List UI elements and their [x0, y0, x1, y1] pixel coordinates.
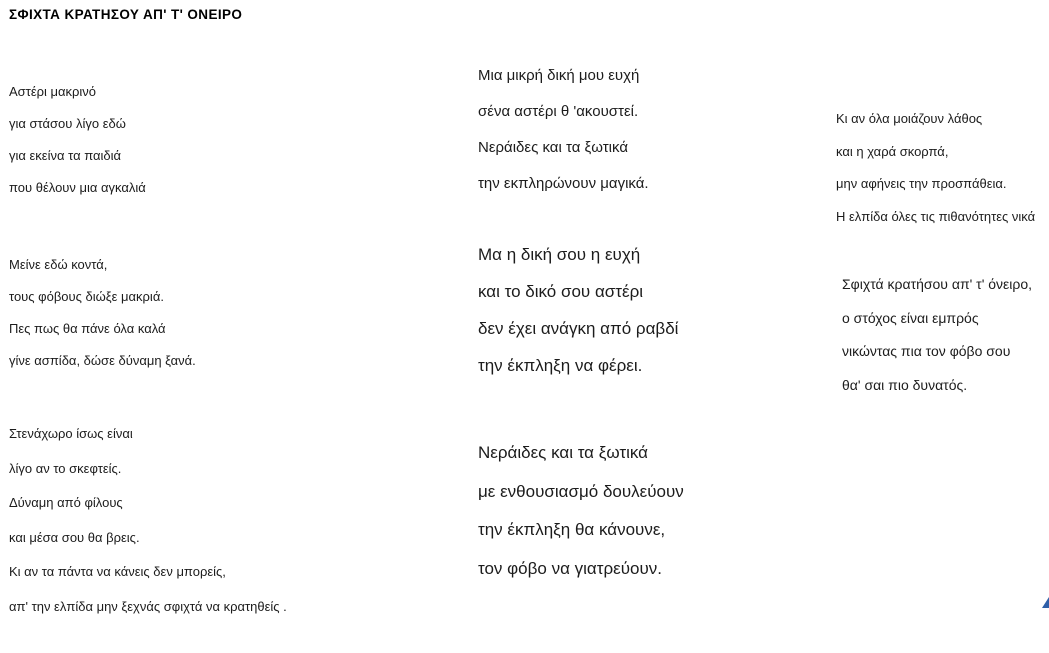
poem-line: δεν έχει ανάγκη από ραβδί	[478, 319, 679, 338]
stanza-col1-2	[9, 249, 196, 377]
poem-line: Η ελπίδα όλες τις πιθανότητες νικά	[836, 208, 1036, 224]
poem-line: για εκείνα τα παιδιά	[9, 148, 122, 163]
poem-line: Πες πως θα πάνε όλα καλά	[9, 321, 166, 336]
poem-line: την εκπληρώνουν μαγικά.	[478, 175, 649, 192]
poem-line: για στάσου λίγο εδώ	[9, 116, 126, 131]
poem-line: θα' σαι πιο δυνατός.	[842, 376, 968, 393]
poem-line: με ενθουσιασμό δουλεύουν	[478, 481, 684, 501]
poem-line: Μείνε εδώ κοντά,	[9, 257, 108, 272]
poem-line: και η χαρά σκορπά,	[836, 143, 949, 159]
poem-line: απ' την ελπίδα μην ξεχνάς σφιχτά να κρατηθείς .	[9, 598, 287, 614]
poem-line: Μια μικρή δική μου ευχή	[478, 67, 640, 84]
stanza-col3-1	[836, 103, 1035, 233]
stanza-col1-3	[9, 417, 287, 624]
poem-line: και το δικό σου αστέρι	[478, 282, 644, 301]
poem-line: Νεράιδες και τα ξωτικά	[478, 443, 648, 462]
poem-line: Κι αν όλα μοιάζουν λάθος	[836, 111, 983, 126]
poem-line: λίγο αν το σκεφτείς.	[9, 460, 122, 476]
poem-line: Νεράιδες και τα ξωτικά	[478, 139, 628, 156]
poem-line: σένα αστέρι θ 'ακουστεί.	[478, 103, 639, 120]
stanza-col1-1	[9, 76, 146, 204]
poem-line: γίνε ασπίδα, δώσε δύναμη ξανά.	[9, 353, 196, 368]
poem-line: που θέλουν μια αγκαλιά	[9, 180, 146, 195]
poem-line: την έκπληξη να φέρει.	[478, 356, 643, 375]
stanza-col2-3	[478, 434, 684, 588]
poem-line: Αστέρι μακρινό	[9, 84, 97, 99]
poem-line: τους φόβους διώξε μακριά.	[9, 289, 164, 304]
poem-line: Μα η δική σου η ευχή	[478, 245, 641, 264]
poem-line: Δύναμη από φίλους	[9, 495, 123, 510]
poem-line: τον φόβο να γιατρεύουν.	[478, 558, 662, 578]
poem-line: και μέσα σου θα βρεις.	[9, 529, 140, 545]
poem-line: ο στόχος είναι εμπρός	[842, 309, 979, 326]
stanza-col2-2	[478, 236, 678, 384]
poem-line: νικώντας πια τον φόβο σου	[842, 343, 1011, 359]
poem-line: μην αφήνεις την προσπάθεια.	[836, 176, 1007, 191]
poem-line: την έκπληξη θα κάνουνε,	[478, 520, 666, 539]
poem-title: ΣΦΙΧΤΑ ΚΡΑΤΗΣΟΥ ΑΠ' Τ' ΟΝΕΙΡΟ	[9, 7, 243, 22]
stanza-col3-2	[842, 268, 1032, 402]
corner-triangle-mark	[1042, 597, 1049, 608]
poem-line: Σφιχτά κρατήσου απ' τ' όνειρο,	[842, 276, 1033, 292]
poem-line: Στενάχωρο ίσως είναι	[9, 426, 133, 441]
poem-line: Κι αν τα πάντα να κάνεις δεν μπορείς,	[9, 564, 226, 579]
stanza-col2-1	[478, 58, 649, 202]
